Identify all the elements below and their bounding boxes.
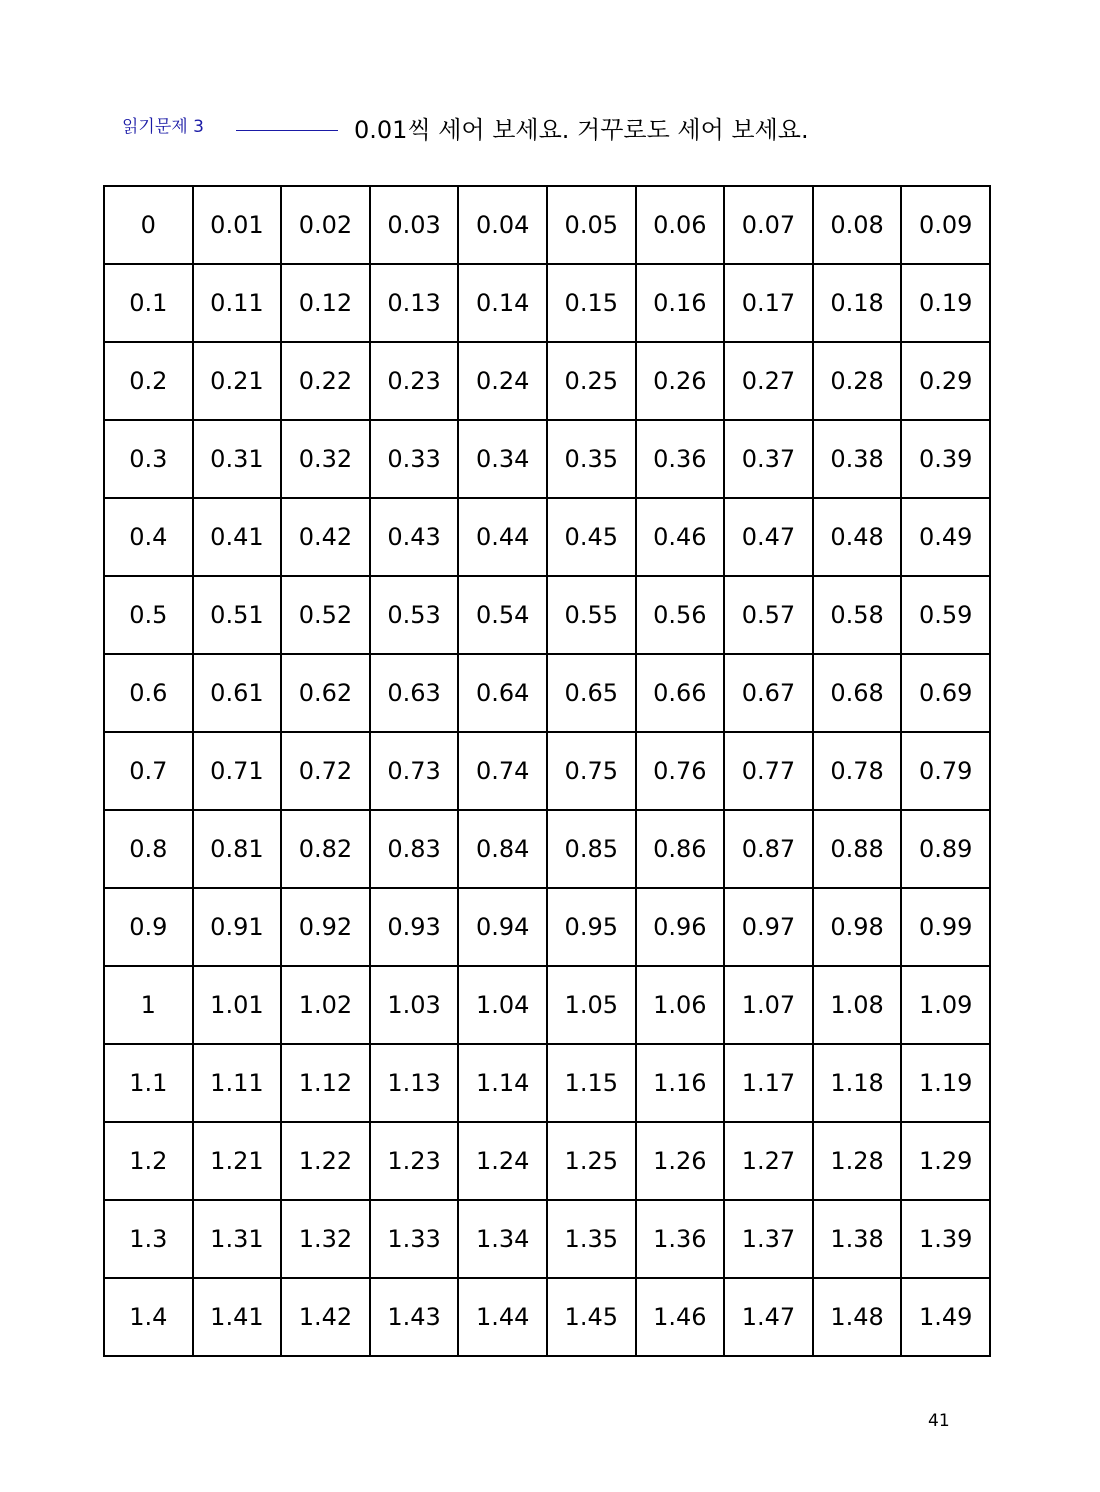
table-cell: 0.47 [724, 498, 813, 576]
table-cell: 1.27 [724, 1122, 813, 1200]
problem-label: 읽기문제 3 [122, 117, 204, 137]
table-cell: 0.89 [901, 810, 990, 888]
table-cell: 1.07 [724, 966, 813, 1044]
table-cell: 0.09 [901, 186, 990, 264]
table-cell: 0.26 [636, 342, 725, 420]
table-cell: 1.06 [636, 966, 725, 1044]
table-cell: 1.11 [193, 1044, 282, 1122]
table-cell: 1.44 [458, 1278, 547, 1356]
table-cell: 0.95 [547, 888, 636, 966]
table-row [104, 1278, 990, 1356]
table-cell: 1.2 [104, 1122, 193, 1200]
table-cell: 0.65 [547, 654, 636, 732]
table-row [104, 1122, 990, 1200]
table-cell: 1.42 [281, 1278, 370, 1356]
decimal-grid [103, 185, 991, 1357]
table-cell: 0.61 [193, 654, 282, 732]
table-cell: 0.34 [458, 420, 547, 498]
table-cell: 0.59 [901, 576, 990, 654]
table-cell: 0.45 [547, 498, 636, 576]
table-cell: 1.01 [193, 966, 282, 1044]
table-cell: 0.93 [370, 888, 459, 966]
table-cell: 0.87 [724, 810, 813, 888]
table-row [104, 654, 990, 732]
table-cell: 1.03 [370, 966, 459, 1044]
table-cell: 0 [104, 186, 193, 264]
table-cell: 1.45 [547, 1278, 636, 1356]
table-cell: 1.25 [547, 1122, 636, 1200]
table-cell: 0.88 [813, 810, 902, 888]
table-cell: 0.78 [813, 732, 902, 810]
table-cell: 0.64 [458, 654, 547, 732]
table-cell: 1.4 [104, 1278, 193, 1356]
table-cell: 1.43 [370, 1278, 459, 1356]
table-cell: 1.36 [636, 1200, 725, 1278]
table-cell: 0.75 [547, 732, 636, 810]
table-cell: 0.06 [636, 186, 725, 264]
table-cell: 1.41 [193, 1278, 282, 1356]
table-cell: 0.18 [813, 264, 902, 342]
table-cell: 0.44 [458, 498, 547, 576]
table-row [104, 420, 990, 498]
table-cell: 0.8 [104, 810, 193, 888]
table-row [104, 342, 990, 420]
table-cell: 0.14 [458, 264, 547, 342]
table-row [104, 498, 990, 576]
table-cell: 1.17 [724, 1044, 813, 1122]
table-cell: 1.04 [458, 966, 547, 1044]
table-cell: 1.39 [901, 1200, 990, 1278]
table-cell: 0.9 [104, 888, 193, 966]
table-cell: 0.3 [104, 420, 193, 498]
page-number: 41 [928, 1411, 950, 1431]
table-cell: 0.33 [370, 420, 459, 498]
table-cell: 0.81 [193, 810, 282, 888]
table-cell: 0.86 [636, 810, 725, 888]
table-cell: 1.32 [281, 1200, 370, 1278]
table-cell: 0.27 [724, 342, 813, 420]
table-cell: 1.13 [370, 1044, 459, 1122]
table-cell: 1.38 [813, 1200, 902, 1278]
table-cell: 1.22 [281, 1122, 370, 1200]
table-cell: 0.19 [901, 264, 990, 342]
table-cell: 0.49 [901, 498, 990, 576]
table-cell: 0.24 [458, 342, 547, 420]
table-cell: 0.76 [636, 732, 725, 810]
table-cell: 0.57 [724, 576, 813, 654]
table-cell: 1.12 [281, 1044, 370, 1122]
table-row [104, 576, 990, 654]
table-cell: 0.39 [901, 420, 990, 498]
table-cell: 0.79 [901, 732, 990, 810]
table-cell: 0.42 [281, 498, 370, 576]
table-cell: 0.55 [547, 576, 636, 654]
table-cell: 0.84 [458, 810, 547, 888]
table-cell: 0.62 [281, 654, 370, 732]
table-cell: 0.71 [193, 732, 282, 810]
instruction-text: 0.01씩 세어 보세요. 거꾸로도 세어 보세요. [354, 116, 809, 144]
table-cell: 1.48 [813, 1278, 902, 1356]
table-cell: 1.21 [193, 1122, 282, 1200]
table-cell: 0.21 [193, 342, 282, 420]
table-cell: 0.73 [370, 732, 459, 810]
table-cell: 1.05 [547, 966, 636, 1044]
table-cell: 1.47 [724, 1278, 813, 1356]
table-cell: 0.38 [813, 420, 902, 498]
table-row [104, 1200, 990, 1278]
table-cell: 0.92 [281, 888, 370, 966]
table-row [104, 1044, 990, 1122]
table-row [104, 732, 990, 810]
table-cell: 1.15 [547, 1044, 636, 1122]
table-cell: 0.22 [281, 342, 370, 420]
table-cell: 0.2 [104, 342, 193, 420]
table-row [104, 264, 990, 342]
table-row [104, 186, 990, 264]
table-cell: 1.24 [458, 1122, 547, 1200]
table-cell: 1.18 [813, 1044, 902, 1122]
table-cell: 0.32 [281, 420, 370, 498]
table-cell: 0.98 [813, 888, 902, 966]
table-cell: 0.05 [547, 186, 636, 264]
table-cell: 0.41 [193, 498, 282, 576]
table-cell: 0.28 [813, 342, 902, 420]
table-cell: 0.46 [636, 498, 725, 576]
table-cell: 0.07 [724, 186, 813, 264]
table-cell: 0.53 [370, 576, 459, 654]
table-cell: 0.68 [813, 654, 902, 732]
table-cell: 0.37 [724, 420, 813, 498]
table-cell: 0.91 [193, 888, 282, 966]
table-cell: 0.52 [281, 576, 370, 654]
table-cell: 0.77 [724, 732, 813, 810]
table-cell: 0.58 [813, 576, 902, 654]
table-cell: 0.6 [104, 654, 193, 732]
table-cell: 0.35 [547, 420, 636, 498]
answer-line [236, 130, 338, 131]
table-cell: 0.99 [901, 888, 990, 966]
table-cell: 0.03 [370, 186, 459, 264]
table-cell: 0.23 [370, 342, 459, 420]
table-cell: 1.46 [636, 1278, 725, 1356]
table-cell: 0.11 [193, 264, 282, 342]
table-cell: 0.96 [636, 888, 725, 966]
table-cell: 0.1 [104, 264, 193, 342]
table-cell: 1.29 [901, 1122, 990, 1200]
table-cell: 0.08 [813, 186, 902, 264]
table-cell: 1.26 [636, 1122, 725, 1200]
table-cell: 1.08 [813, 966, 902, 1044]
table-cell: 1.35 [547, 1200, 636, 1278]
table-cell: 0.4 [104, 498, 193, 576]
table-cell: 0.97 [724, 888, 813, 966]
table-cell: 0.29 [901, 342, 990, 420]
table-cell: 1.23 [370, 1122, 459, 1200]
table-row [104, 888, 990, 966]
table-cell: 0.17 [724, 264, 813, 342]
table-cell: 0.13 [370, 264, 459, 342]
table-cell: 1.16 [636, 1044, 725, 1122]
table-row [104, 966, 990, 1044]
table-cell: 1.1 [104, 1044, 193, 1122]
table-cell: 1.19 [901, 1044, 990, 1122]
table-cell: 0.94 [458, 888, 547, 966]
decimal-grid-body [104, 186, 990, 1356]
table-cell: 0.85 [547, 810, 636, 888]
table-cell: 0.36 [636, 420, 725, 498]
table-cell: 1.3 [104, 1200, 193, 1278]
table-cell: 1.49 [901, 1278, 990, 1356]
table-cell: 1.33 [370, 1200, 459, 1278]
table-cell: 0.67 [724, 654, 813, 732]
table-cell: 1.28 [813, 1122, 902, 1200]
table-cell: 0.31 [193, 420, 282, 498]
table-cell: 0.63 [370, 654, 459, 732]
table-cell: 0.72 [281, 732, 370, 810]
table-cell: 0.25 [547, 342, 636, 420]
table-cell: 0.5 [104, 576, 193, 654]
table-cell: 0.7 [104, 732, 193, 810]
table-cell: 0.56 [636, 576, 725, 654]
table-cell: 0.04 [458, 186, 547, 264]
table-cell: 0.43 [370, 498, 459, 576]
table-cell: 0.51 [193, 576, 282, 654]
table-cell: 0.12 [281, 264, 370, 342]
table-cell: 0.69 [901, 654, 990, 732]
table-cell: 1.14 [458, 1044, 547, 1122]
worksheet-header [0, 0, 1100, 180]
table-cell: 1.37 [724, 1200, 813, 1278]
table-cell: 0.74 [458, 732, 547, 810]
table-cell: 0.01 [193, 186, 282, 264]
table-row [104, 810, 990, 888]
table-cell: 0.82 [281, 810, 370, 888]
table-cell: 0.48 [813, 498, 902, 576]
table-cell: 0.66 [636, 654, 725, 732]
table-cell: 0.15 [547, 264, 636, 342]
table-cell: 1 [104, 966, 193, 1044]
table-cell: 0.16 [636, 264, 725, 342]
table-cell: 1.31 [193, 1200, 282, 1278]
table-cell: 1.09 [901, 966, 990, 1044]
table-cell: 1.02 [281, 966, 370, 1044]
table-cell: 0.54 [458, 576, 547, 654]
table-cell: 0.83 [370, 810, 459, 888]
table-cell: 0.02 [281, 186, 370, 264]
table-cell: 1.34 [458, 1200, 547, 1278]
